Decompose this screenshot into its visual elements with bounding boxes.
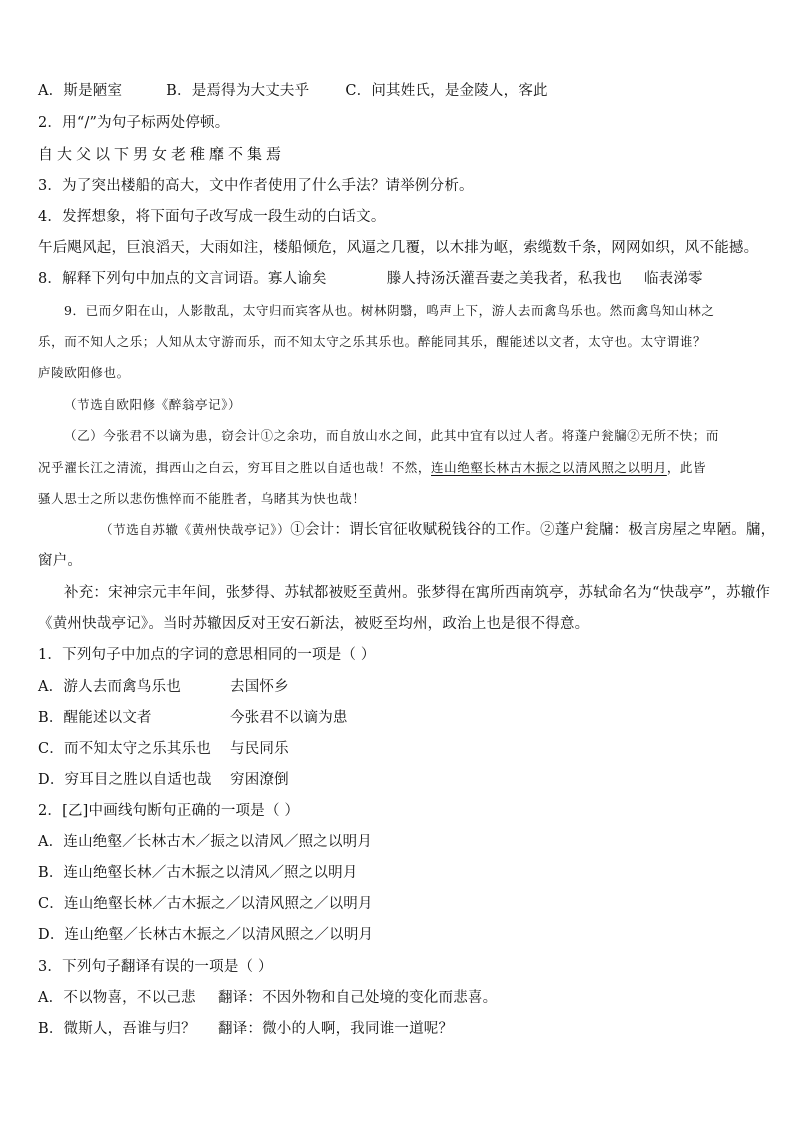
underlined-sentence: 连山绝壑长林古木振之以清风照之以明月 [431,460,667,475]
q8-part-a: 8．解释下列句中加点的文言词语。寡人谕矣 [38,271,327,287]
question-3-technique: 3．为了突出楼船的高大，文中作者使用了什么手法？请举例分析。 [38,178,474,194]
mcq-1-option-d: D．穷耳目之胜以自适也哉 穷困潦倒 [38,772,289,788]
option-a: A．斯是陋室 [38,83,123,99]
mcq-1-option-a: A．游人去而禽鸟乐也 去国怀乡 [38,679,289,695]
passage-a-source: （节选自欧阳修《醉翁亭记》） [64,397,242,412]
passage-a-line-2: 乐，而不知人之乐；人知从太守游而乐，而不知太守之乐其乐也。醉能同其乐，醒能述以文者，太守也。太守谓谁？ [38,334,707,349]
mcq-2-option-a: A．连山绝壑／长林古木／振之以清风／照之以明月 [38,834,373,850]
question-8-explain [38,269,703,289]
supplement-line-1: 补充：宋神宗元丰年间，张梦得、苏轼都被贬至黄州。张梦得在寓所西南筑亭，苏轼命名为“快哉亭”，苏辙作 [64,585,771,601]
passage-a-line-1: 9．已而夕阳在山，人影散乱，太守归而宾客从也。树林阴翳，鸣声上下，游人去而禽鸟乐也。然而禽鸟知山林之 [64,303,715,318]
q8-part-b: 滕人持汤沃灌吾妻之美我者，私我也 [386,271,622,287]
question-4-rewrite: 4．发挥想象，将下面句子改写成一段生动的白话文。 [38,209,386,225]
mcq-2-stem: 2．[乙]中画线句断句正确的一项是（ ） [38,803,300,819]
mcq-3-stem: 3．下列句子翻译有误的一项是（ ） [38,959,273,975]
notes-continued: 窗户。 [38,553,83,569]
mcq-3-option-a: A．不以物喜，不以己悲 翻译：不因外物和自己处境的变化而悲喜。 [38,990,498,1006]
sentence-to-punctuate: 自大父以下男女老稚靡不集焉 [38,145,286,163]
option-line-abc [38,81,548,101]
passage-b-line-2: 况乎濯长江之清流，揖西山之白云，穷耳目之胜以自适也哉！不然，连山绝壑长林古木振之以清风照之以明月，此皆 [38,460,707,475]
q8-part-c: 临表涕零 [643,271,703,287]
question-2-pause: 2．用“/”为句子标两处停顿。 [38,115,230,131]
option-c: C．问其姓氏，是金陵人，客此 [345,83,548,99]
mcq-1-stem: 1．下列句子中加点的字词的意思相同的一项是（ ） [38,647,376,663]
supplement-line-2: 《黄州快哉亭记》。当时苏辙因反对王安石新法，被贬至均州，政治上也是很不得意。 [38,616,590,632]
mcq-3-option-b: B．微斯人，吾谁与归？ 翻译：微小的人啊，我同谁一道呢？ [38,1021,454,1037]
rewrite-source-sentence: 午后飓风起，巨浪滔天，大雨如注，楼船倾危，风逼之几覆，以木排为岖，索缆数千条，网网如织，风不能撼。 [38,240,759,256]
passage-b-line-1: （乙）今张君不以谪为患，窃会计①之余功，而自放山水之间，此其中宜有以过人者。将蓬户瓮牖②无所不快；而 [64,428,720,443]
mcq-2-option-d: D．连山绝壑／长林古木振之／以清风照之／以明月 [38,927,374,943]
mcq-1-option-c: C．而不知太守之乐其乐也 与民同乐 [38,741,289,757]
mcq-2-option-c: C．连山绝壑长林／古木振之／以清风照之／以明月 [38,896,373,912]
passage-a-line-3: 庐陵欧阳修也。 [38,365,130,380]
passage-b-line-3: 骚人思士之所以悲伤憔悴而不能胜者，乌睹其为快也哉！ [38,491,366,506]
mcq-1-option-b: B．醒能述以文者 今张君不以谪为患 [38,710,348,726]
passage-b-source-notes: （节选自苏辙《黄州快哉亭记》）①会计：谓长官征收赋税钱谷的工作。②蓬户瓮牖：极言房屋之卑陋。牖， [100,522,776,538]
option-b: B．是焉得为大丈夫乎 [166,83,310,99]
mcq-2-option-b: B．连山绝壑长林／古木振之以清风／照之以明月 [38,865,358,881]
